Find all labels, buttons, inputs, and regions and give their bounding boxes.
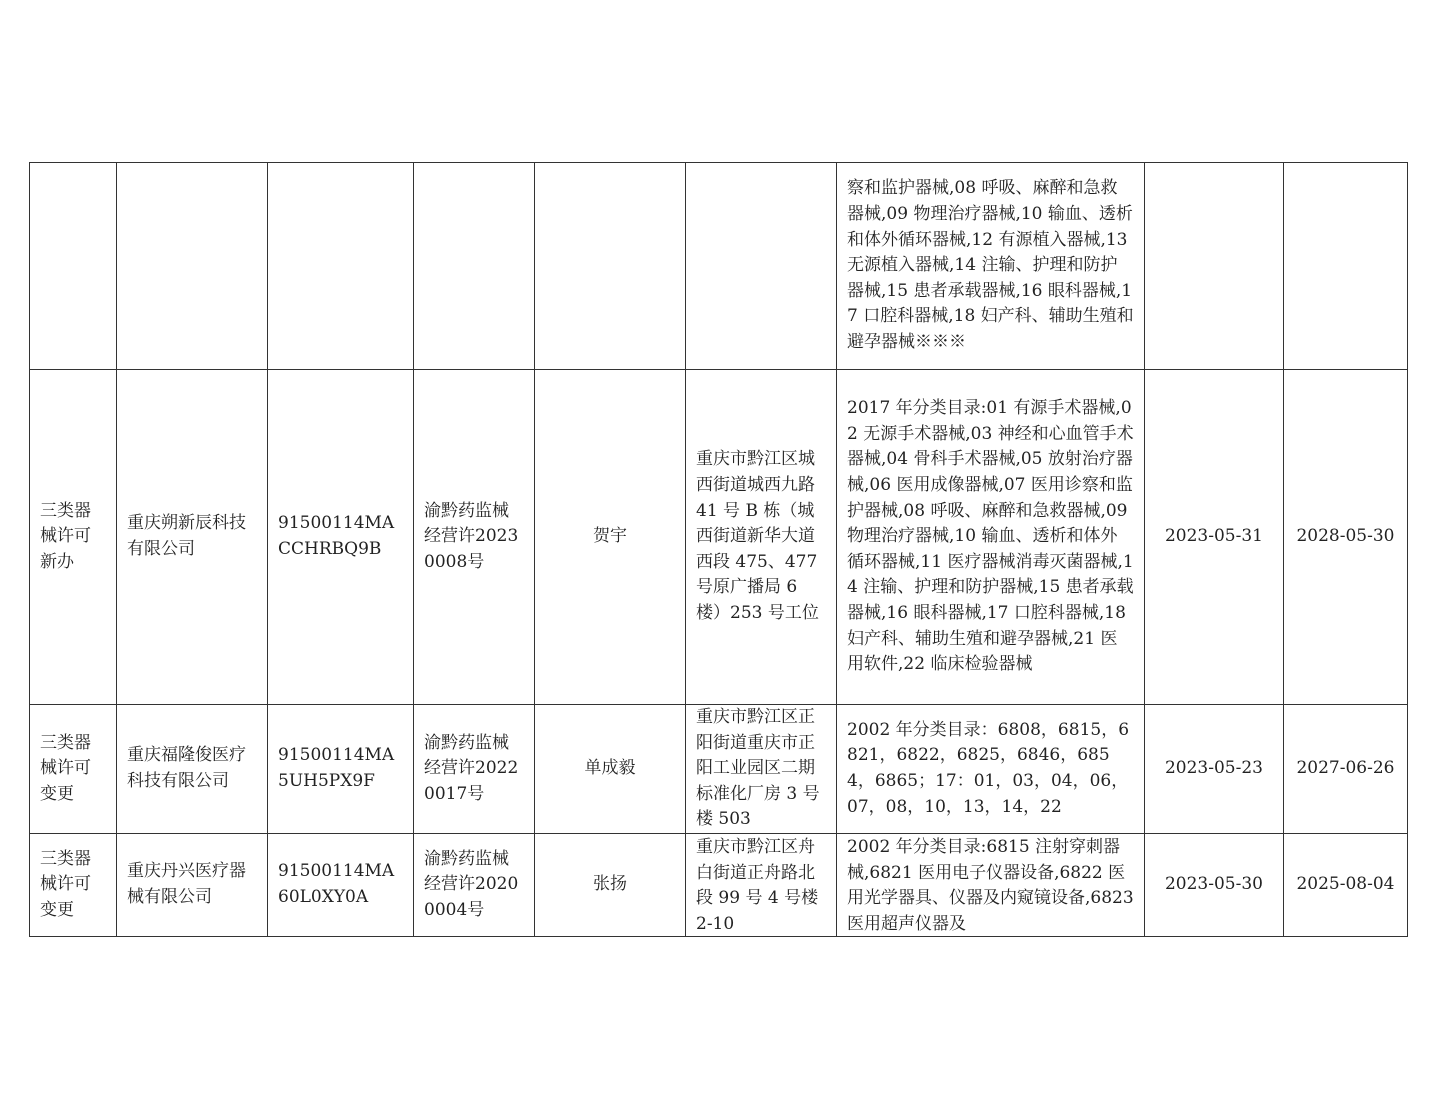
company-cell: 重庆福隆俊医疗科技有限公司 xyxy=(117,705,268,834)
table-row xyxy=(30,370,1408,705)
legal-rep-cell: 贺宇 xyxy=(535,370,686,705)
scope-text: 2002 年分类目录:6815 注射穿刺器械,6821 医用电子仪器设备,6822 医用光学器具、仪器及内窥镜设备,6823 医用超声仪器及 xyxy=(847,837,1134,934)
scope-cell: 2002 年分类目录：6808，6815，6821，6822，6825，6846，6854，6865；17：01，03，04，06，07，08，10，13，14，22 xyxy=(837,705,1145,834)
license-no-cell: 渝黔药监械经营许20200004号 xyxy=(414,834,535,937)
scope-cell: 察和监护器械,08 呼吸、麻醉和急救器械,09 物理治疗器械,10 输血、透析和体外循环器械,12 有源植入器械,13 无源植入器械,14 注输、护理和防护器械,15 患者承载器械,16 眼科器械,17 口腔科器械,18 妇产科、辅助生殖和避孕器械※※※ xyxy=(837,163,1145,370)
expiry-date-cell: 2028-05-30 xyxy=(1284,370,1408,705)
address-text: 重庆市黔江区舟白街道正舟路北段 99 号 4 号楼 2-10 xyxy=(696,837,819,934)
scope-cell: 2017 年分类目录:01 有源手术器械,02 无源手术器械,03 神经和心血管手术器械,04 骨科手术器械,05 放射治疗器械,06 医用成像器械,07 医用诊察和监护器械,08 呼吸、麻醉和急救器械,09 物理治疗器械,10 输血、透析和体外循环器械,11 医疗器械消毒灭菌器械,14 注输、护理和防护器械,15 患者承载器械,16 眼科器械,17 口腔科器械,18 妇产科、辅助生殖和避孕器械,21 医用软件,22 临床检验器械 xyxy=(837,370,1145,705)
address-cell: 重庆市黔江区城西街道城西九路 41 号 B 栋（城西街道新华大道西段 475、477 号原广播局 6 楼）253 号工位 xyxy=(686,370,837,705)
expiry-date-cell: 2025-08-04 xyxy=(1284,834,1408,937)
issue-date-cell: 2023-05-23 xyxy=(1145,705,1284,834)
issue-date-cell xyxy=(1145,163,1284,370)
legal-rep-cell: 张扬 xyxy=(535,834,686,937)
legal-rep-cell xyxy=(535,163,686,370)
license-no-cell: 渝黔药监械经营许20220017号 xyxy=(414,705,535,834)
credit-code-cell: 91500114MA5UH5PX9F xyxy=(268,705,414,834)
expiry-date-cell: 2027-06-26 xyxy=(1284,705,1408,834)
address-cell: 重庆市黔江区正阳街道重庆市正阳工业园区二期标准化厂房 3 号楼 503 xyxy=(686,705,837,834)
company-cell xyxy=(117,163,268,370)
credit-code-cell xyxy=(268,163,414,370)
license-table xyxy=(29,162,1408,937)
table-row xyxy=(30,705,1408,834)
license-no-cell: 渝黔药监械经营许20230008号 xyxy=(414,370,535,705)
type-cell xyxy=(30,163,117,370)
expiry-date-cell xyxy=(1284,163,1408,370)
type-cell: 三类器械许可变更 xyxy=(30,705,117,834)
credit-code-cell: 91500114MA60L0XY0A xyxy=(268,834,414,937)
type-cell: 三类器械许可新办 xyxy=(30,370,117,705)
address-cell xyxy=(686,163,837,370)
credit-code-cell: 91500114MACCHRBQ9B xyxy=(268,370,414,705)
company-cell: 重庆丹兴医疗器械有限公司 xyxy=(117,834,268,937)
issue-date-cell: 2023-05-31 xyxy=(1145,370,1284,705)
type-cell: 三类器械许可变更 xyxy=(30,834,117,937)
scope-cell xyxy=(837,834,1145,937)
legal-rep-cell: 单成毅 xyxy=(535,705,686,834)
license-no-cell xyxy=(414,163,535,370)
table-row xyxy=(30,834,1408,937)
table-row xyxy=(30,163,1408,370)
company-cell: 重庆朔新辰科技有限公司 xyxy=(117,370,268,705)
address-cell xyxy=(686,834,837,937)
issue-date-cell: 2023-05-30 xyxy=(1145,834,1284,937)
